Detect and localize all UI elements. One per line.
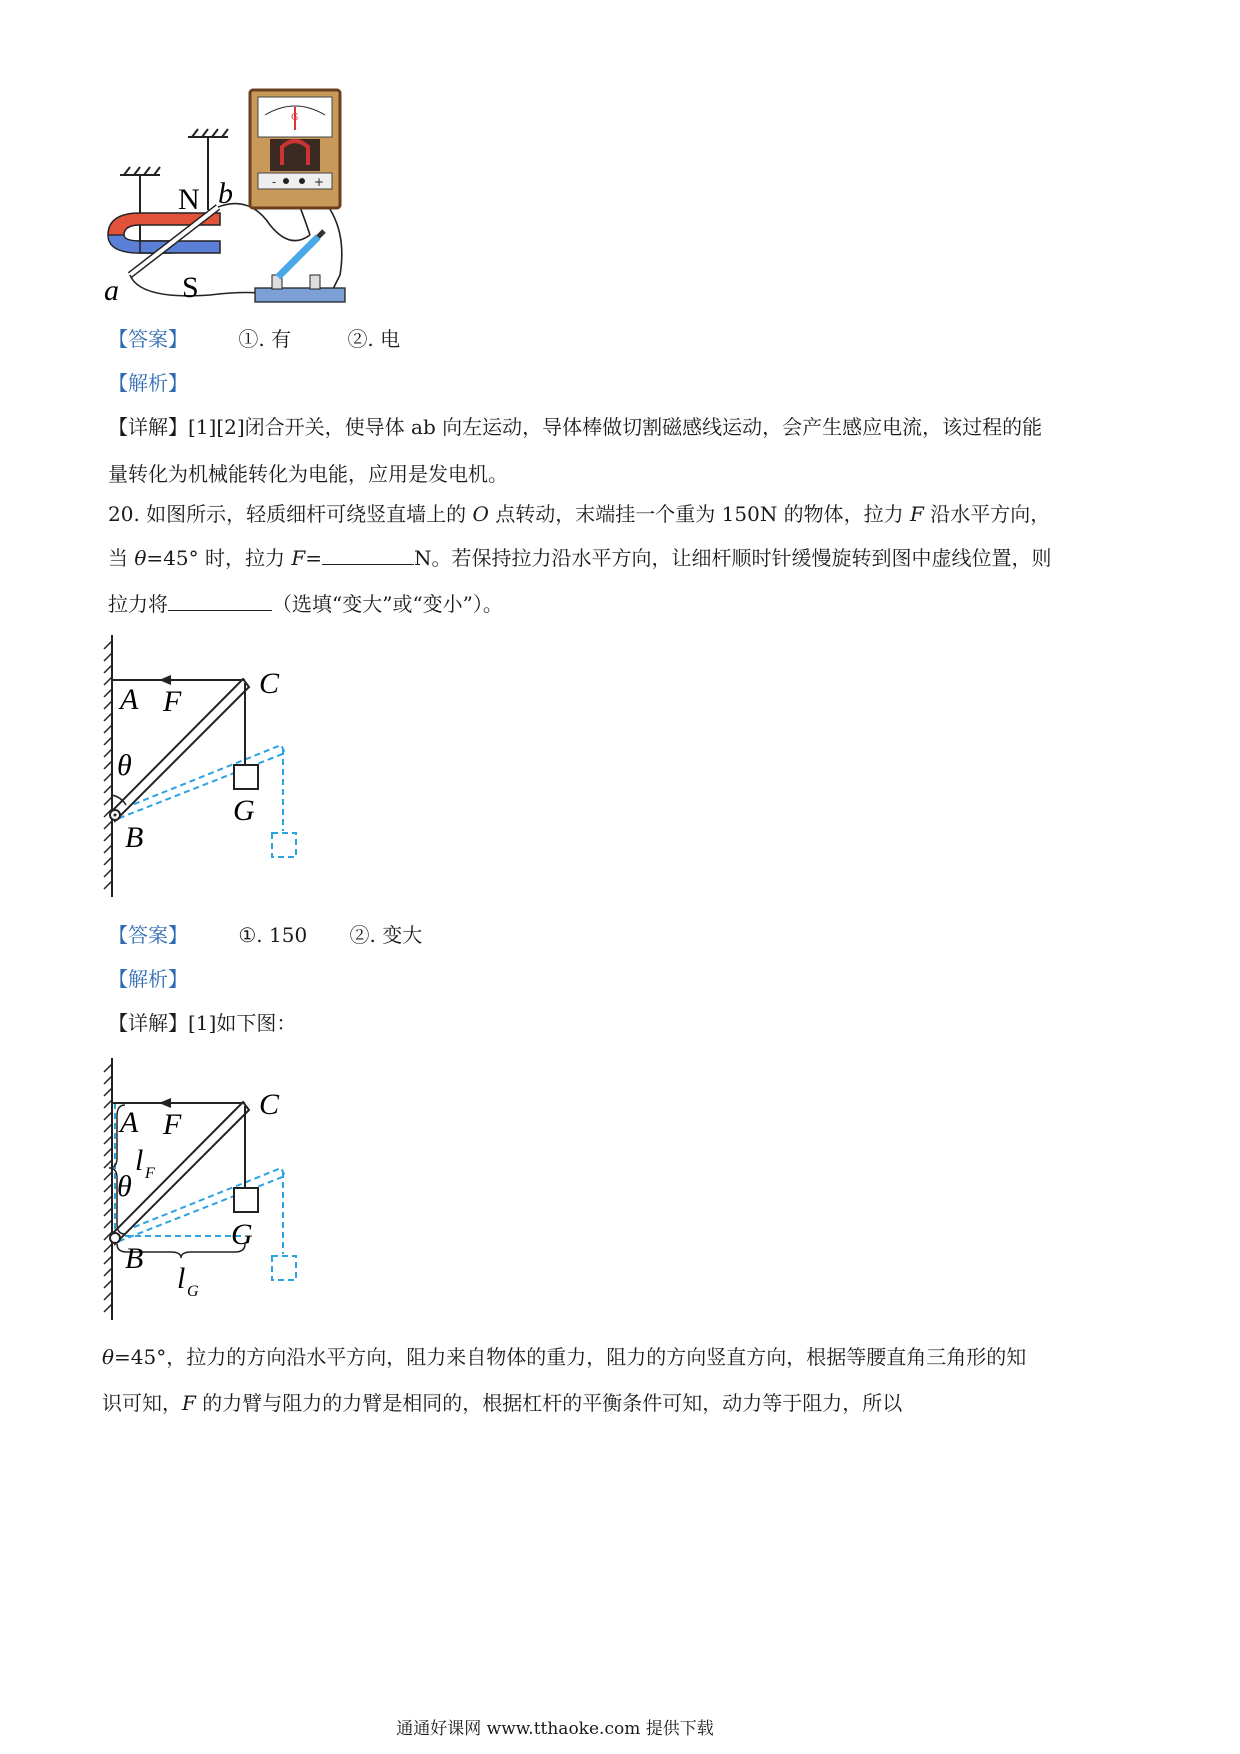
q20-explain-line1: θ=45°，拉力的方向沿水平方向，阻力来自物体的重力，阻力的方向竖直方向，根据等腰直角三角形的知 (102, 1345, 1027, 1369)
label-F: F (163, 685, 182, 718)
label-theta: θ (117, 1170, 132, 1203)
label-B: B (125, 821, 144, 854)
wall (104, 635, 112, 897)
detail-tag: 【详解】 (108, 1011, 188, 1035)
answer-2: ②. 电 (347, 327, 401, 351)
q20-explain-line2: 识可知，F 的力臂与阻力的力臂是相同的，根据杠杆的平衡条件可知，动力等于阻力，所以 (102, 1391, 903, 1415)
galvanometer-label: G (291, 113, 299, 123)
q20-line3: 拉力将 （选填“变大”或“变小”）。 (108, 592, 503, 616)
answer-blank-2[interactable] (168, 590, 272, 611)
dashed-rod-position (117, 745, 296, 857)
pivot-B (110, 1233, 120, 1243)
label-G: G (231, 1218, 253, 1251)
answer-blank-1[interactable] (322, 544, 414, 565)
label-C: C (259, 667, 280, 700)
q20-line1: 20. 如图所示，轻质细杆可绕竖直墙上的 O 点转动，末端挂一个重为 150N 的物体，拉力 F 沿水平方向， (108, 502, 1051, 526)
answer-1: ①. 有 (238, 327, 292, 351)
q19-detail-line1: 【详解】[1][2]闭合开关，使导体 ab 向左运动，导体棒做切割磁感线运动，会产生感应电流，该过程的能 (108, 415, 1043, 439)
label-A: A (120, 1106, 139, 1139)
label-B: B (125, 1242, 144, 1275)
answer-2: ②. 变大 (349, 923, 423, 947)
label-lG: l (177, 1262, 186, 1295)
lever-figure (95, 635, 335, 900)
answer-1: ①. 150 (238, 923, 308, 947)
label-A: A (120, 683, 139, 716)
label-lF: l (135, 1144, 144, 1177)
label-lG-sub: G (187, 1283, 199, 1300)
q19-detail-line2: 量转化为机械能转化为电能，应用是发电机。 (108, 462, 508, 486)
magnet-south-pole (140, 241, 220, 253)
force-F-arrow (159, 675, 171, 685)
terminal-plus: + (314, 175, 325, 189)
analysis-tag: 【解析】 (108, 967, 188, 991)
label-N: N (178, 183, 200, 216)
terminal-minus: - (272, 175, 277, 189)
q19-answer-row (108, 325, 400, 353)
weight-G (234, 765, 258, 789)
footer-text: 通通好课网 www.tthaoke.com 提供下载 (396, 1719, 714, 1739)
label-C: C (259, 1088, 280, 1121)
analysis-tag: 【解析】 (108, 371, 188, 395)
label-lF-sub: F (145, 1165, 155, 1182)
q20-line2: 当 θ=45° 时，拉力 F= N。若保持拉力沿水平方向，让细杆顺时针缓慢旋转到图中虚线位置，则 (108, 546, 1052, 570)
detail-tag: 【详解】 (108, 415, 188, 439)
q20-detail: 【详解】[1]如下图： (108, 1011, 297, 1035)
weight-G (234, 1188, 258, 1212)
answer-tag: 【答案】 (108, 327, 188, 351)
q20-answer-row (108, 921, 422, 949)
label-G: G (233, 794, 255, 827)
galvanometer (250, 90, 340, 208)
answer-tag: 【答案】 (108, 923, 188, 947)
induction-figure (100, 85, 400, 355)
label-S: S (182, 271, 199, 304)
wall (104, 1058, 112, 1320)
ceiling-support-left (120, 167, 160, 245)
label-b: b (218, 177, 233, 210)
label-a: a (104, 274, 119, 307)
label-theta: θ (117, 749, 132, 782)
switch (255, 231, 345, 302)
lever-arm-figure (95, 1058, 335, 1323)
force-F-arrow (159, 1098, 171, 1108)
label-F: F (163, 1108, 182, 1141)
